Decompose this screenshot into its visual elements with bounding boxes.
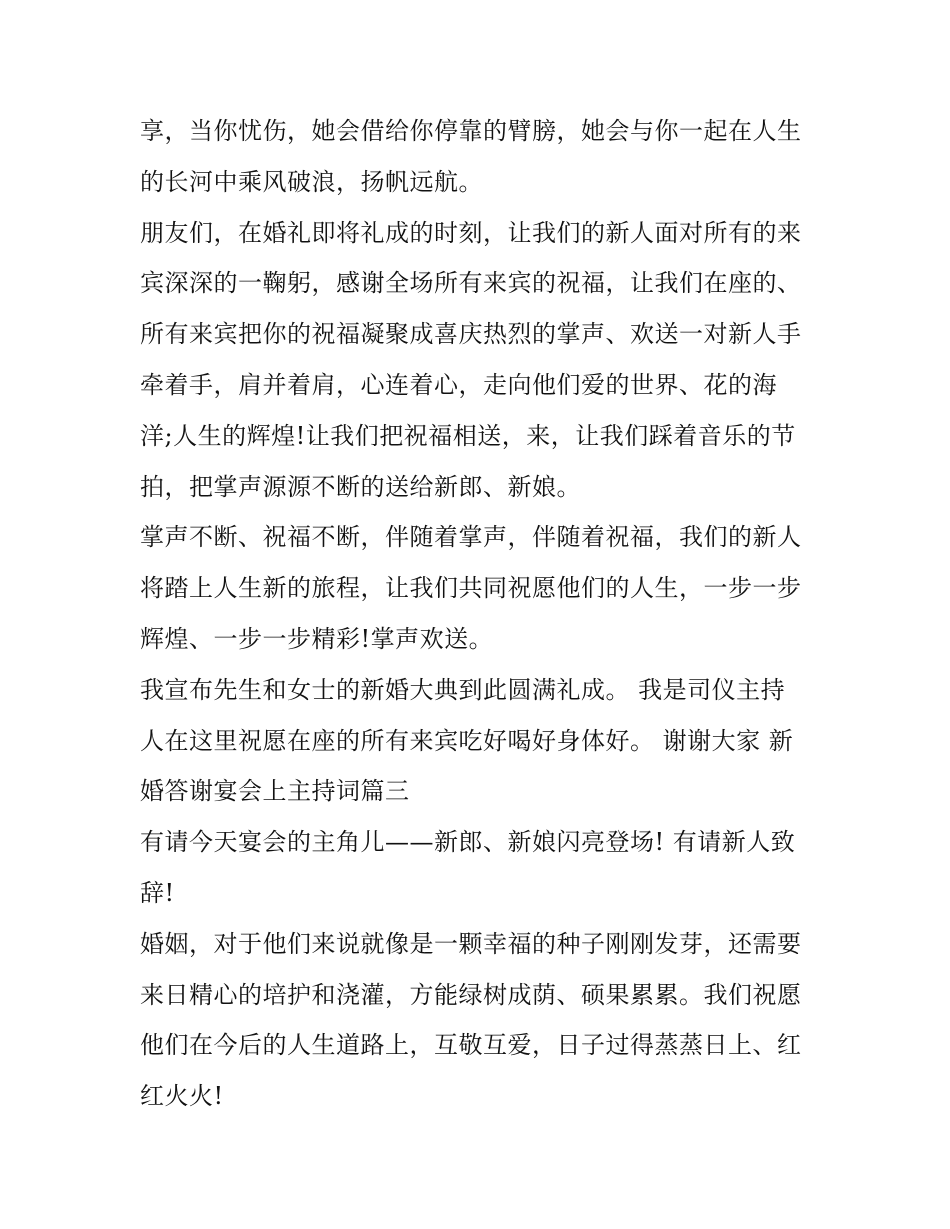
text-line: 所有来宾把你的祝福凝聚成喜庆热烈的掌声、欢送一对新人手 — [140, 320, 802, 349]
text-line: 辞! — [140, 878, 175, 907]
text-line: 将踏上人生新的旅程，让我们共同祝愿他们的人生，一步一步 — [140, 574, 802, 603]
text-line: 人在这里祝愿在座的所有来宾吃好喝好身体好。 谢谢大家 新 — [140, 726, 794, 755]
text-line: 我宣布先生和女士的新婚大典到此圆满礼成。 我是司仪主持 — [140, 675, 786, 704]
text-line: 有请今天宴会的主角儿——新郎、新娘闪亮登场! 有请新人致 — [140, 828, 796, 857]
text-line: 来日精心的培护和浇灌，方能绿树成荫、硕果累累。我们祝愿 — [140, 980, 802, 1009]
text-line: 他们在今后的人生道路上，互敬互爱，日子过得蒸蒸日上、红 — [140, 1031, 802, 1060]
text-line: 婚姻，对于他们来说就像是一颗幸福的种子刚刚发芽，还需要 — [140, 929, 802, 958]
text-line: 辉煌、一步一步精彩!掌声欢送。 — [140, 624, 494, 653]
document-body — [140, 106, 820, 1122]
text-line: 婚答谢宴会上主持词篇三 — [140, 777, 410, 806]
text-line: 的长河中乘风破浪，扬帆远航。 — [140, 167, 483, 196]
text-line: 洋;人生的辉煌!让我们把祝福相送，来，让我们踩着音乐的节 — [140, 421, 796, 450]
text-line: 掌声不断、祝福不断，伴随着掌声，伴随着祝福，我们的新人 — [140, 523, 802, 552]
text-line: 朋友们，在婚礼即将礼成的时刻，让我们的新人面对所有的来 — [140, 218, 802, 247]
text-line: 宾深深的一鞠躬，感谢全场所有来宾的祝福，让我们在座的、 — [140, 269, 802, 298]
text-line: 红火火! — [140, 1082, 224, 1111]
text-line: 牵着手，肩并着肩，心连着心，走向他们爱的世界、花的海 — [140, 370, 777, 399]
text-line: 拍，把掌声源源不断的送给新郎、新娘。 — [140, 472, 581, 501]
text-line: 享，当你忧伤，她会借给你停靠的臂膀，她会与你一起在人生 — [140, 117, 802, 145]
